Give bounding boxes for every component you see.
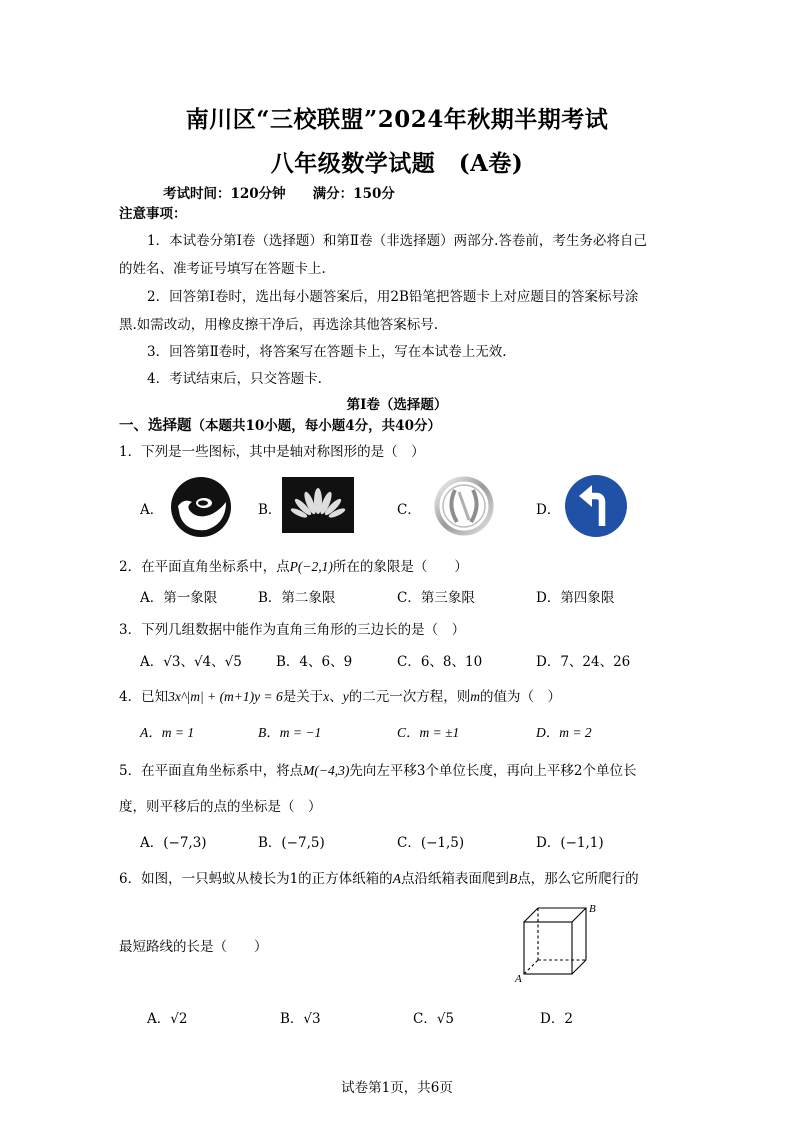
q4-separator: 、	[329, 689, 343, 705]
q6-option-c: C．√5	[413, 1011, 455, 1027]
q6-option-a: A．√2	[147, 1011, 188, 1027]
q6-stem-part-3: 点，那么它所爬行的	[517, 871, 639, 887]
q2-option-d: D．第四象限	[536, 590, 615, 606]
q4-stem-part-2: 是关于	[282, 689, 324, 705]
q4-stem	[119, 685, 561, 705]
q3-option-c: C．6、8、10	[397, 654, 483, 670]
q3-option-b: B．4、6、9	[276, 654, 353, 670]
q4-option-a: A．m = 1	[140, 725, 195, 740]
left-turn-sign-icon	[564, 474, 628, 538]
part-heading	[119, 414, 441, 435]
exam-title: 南川区“三校联盟”2024年秋期半期考试	[185, 106, 609, 133]
q5-stem-line-2: 度，则平移后的点的坐标是（ ）	[119, 799, 322, 815]
q6-stem-part-2: 点沿纸箱表面爬到	[400, 871, 509, 887]
q2-stem	[119, 555, 468, 575]
q4-option-c: C．m = ±1	[397, 725, 460, 740]
q6-point-a: A	[392, 871, 401, 886]
q1-option-a-label: A．	[140, 502, 164, 518]
q2-stem-part-2: 所在的象限是（ ）	[332, 559, 468, 575]
q5-option-a: A．(−7,3)	[140, 835, 207, 851]
q6-option-b: B．√3	[280, 1011, 321, 1027]
q4-stem-part-4: 的值为（ ）	[480, 689, 562, 705]
q5-option-c: C．(−1,5)	[397, 835, 465, 851]
note-line-5: 3．回答第Ⅱ卷时，将答案写在答题卡上，写在本试卷上无效.	[147, 344, 507, 360]
q2-option-b: B．第二象限	[258, 590, 336, 606]
note-line-2: 的姓名、准考证号填写在答题卡上.	[119, 261, 326, 277]
q3-option-d: D．7、24、26	[536, 654, 631, 670]
fan-petal-logo-icon	[282, 477, 354, 533]
part-desc: （本题共10小题，每小题4分，共40分）	[191, 418, 441, 434]
water-drop-logo-icon	[170, 476, 232, 538]
q5-point: M(−4,3)	[303, 763, 350, 778]
q4-option-b: B．m = −1	[258, 725, 322, 740]
q4-equation: 3x^|m| + (m+1)y = 6	[168, 689, 283, 704]
q3-stem: 3．下列几组数据中能作为直角三角形的三边长的是（ ）	[119, 622, 466, 638]
page-footer: 试卷第1页，共6页	[341, 1080, 453, 1096]
note-line-4: 黑.如需改动，用橡皮擦干净后，再选涂其他答案标号.	[119, 317, 439, 333]
part-title: 一、选择题	[119, 417, 192, 434]
silver-ring-logo-icon	[433, 476, 495, 536]
q1-option-b-label: B．	[258, 502, 282, 518]
q3-option-a: A．√3、√4、√5	[140, 654, 242, 670]
q2-option-a: A．第一象限	[140, 590, 218, 606]
q6-stem-line-2: 最短路线的长是（ ）	[119, 939, 268, 955]
q1-stem: 1．下列是一些图标，其中是轴对称图形的是（ ）	[119, 444, 425, 460]
q6-option-d: D．2	[540, 1011, 573, 1027]
q4-stem-part-1: 4．已知	[119, 689, 169, 705]
q5-option-d: D．(−1,1)	[536, 835, 604, 851]
q4-stem-part-3: 的二元一次方程，则	[348, 689, 471, 705]
q5-stem-part-2: 先向左平移3个单位长度，再向上平移2个单位长	[349, 763, 637, 779]
note-line-3: 2．回答第Ⅰ卷时，选出每小题答案后，用2B铅笔把答题卡上对应题目的答案标号涂	[147, 289, 639, 305]
exam-subtitle: 八年级数学试题 (A卷)	[270, 150, 524, 177]
q2-option-c: C．第三象限	[397, 590, 475, 606]
q5-stem-part-1: 5．在平面直角坐标系中，将点	[119, 763, 304, 779]
cube-label-b: B	[589, 903, 596, 915]
q2-point: P(−2,1)	[289, 559, 333, 574]
q1-option-d-label: D．	[536, 502, 561, 518]
notes-heading: 注意事项：	[119, 206, 187, 222]
q2-stem-part-1: 2．在平面直角坐标系中，点	[119, 559, 290, 575]
q6-stem-line-1	[119, 867, 639, 887]
q4-var-x: x	[323, 689, 330, 704]
q6-point-b: B	[508, 871, 518, 886]
q4-var-y: y	[342, 689, 349, 704]
q4-var-m: m	[470, 689, 481, 704]
q6-stem-part-1: 6．如图，一只蚂蚁从棱长为1的正方体纸箱的	[119, 871, 393, 887]
q1-option-c-label: C．	[397, 502, 421, 518]
cube-label-a: A	[515, 973, 522, 985]
volume-title: 第Ⅰ卷（选择题）	[346, 397, 448, 413]
q5-option-b: B．(−7,5)	[258, 835, 325, 851]
q5-stem-line-1	[119, 759, 637, 779]
note-line-1: 1．本试卷分第Ⅰ卷（选择题）和第Ⅱ卷（非选择题）两部分.答卷前，考生务必将自己	[147, 233, 647, 249]
exam-info: 考试时间：120分钟 满分：150分	[163, 186, 395, 202]
cube-figure	[512, 900, 608, 986]
q4-option-d: D．m = 2	[536, 725, 592, 740]
note-line-6: 4．考试结束后，只交答题卡.	[147, 371, 322, 387]
